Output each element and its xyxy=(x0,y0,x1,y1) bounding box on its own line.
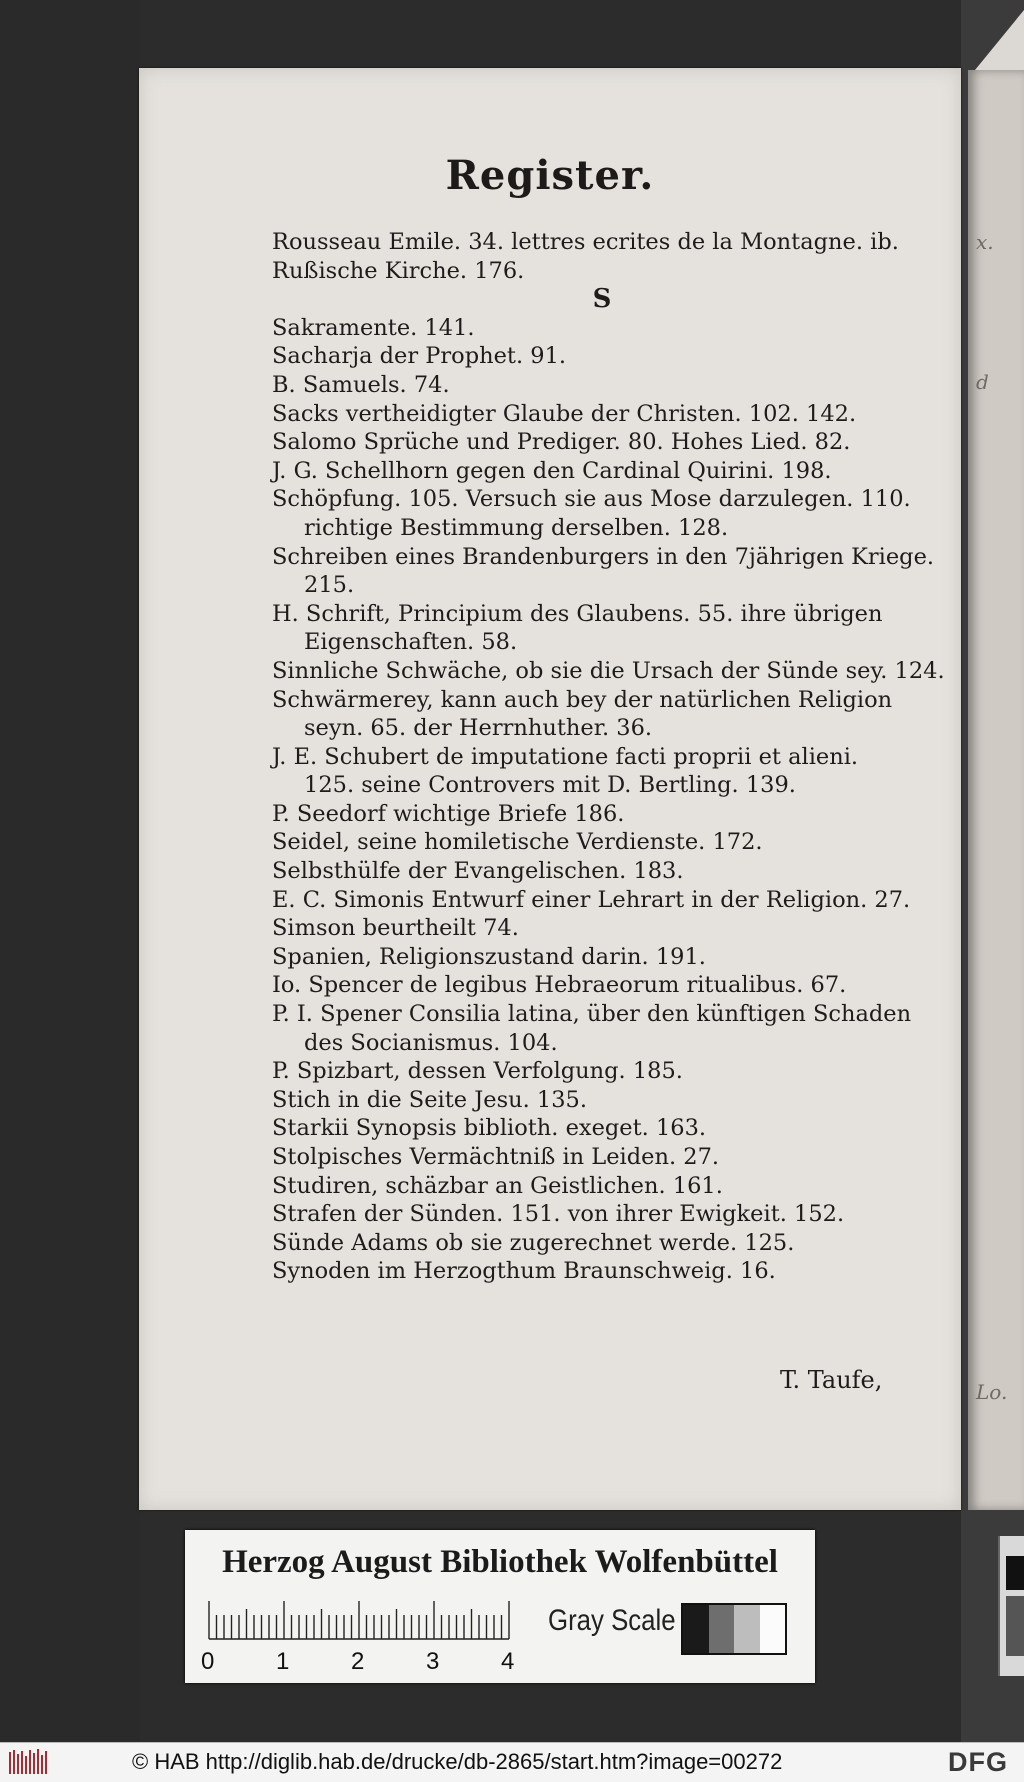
grayscale-swatches xyxy=(681,1603,787,1655)
catchword: T. Taufe, xyxy=(780,1366,883,1394)
register-line: Schreiben eines Brandenburgers in den 7jährigen Kriege. xyxy=(272,543,935,570)
register-line: P. Spizbart, dessen Verfolgung. 185. xyxy=(272,1058,683,1085)
scanner-frame-left xyxy=(0,0,140,1742)
register-line: J. G. Schellhorn gegen den Cardinal Quirini. 198. xyxy=(272,457,832,484)
register-line: Selbsthülfe der Evangelischen. 183. xyxy=(272,858,684,885)
library-name: Herzog August Bibliothek Wolfenbüttel xyxy=(222,1544,778,1580)
gray-swatch xyxy=(760,1605,786,1653)
register-line: Strafen der Sünden. 151. von ihrer Ewigkeit. 152. xyxy=(272,1201,845,1228)
viewer-footer xyxy=(0,1742,1024,1782)
register-line: H. Schrift, Principium des Glaubens. 55. ihre übrigen xyxy=(272,600,883,627)
register-line: Stolpisches Vermächtniß in Leiden. 27. xyxy=(272,1144,720,1170)
register-line: Synoden im Herzogthum Braunschweig. 16. xyxy=(272,1258,776,1285)
register-line: P. I. Spener Consilia latina, über den künftigen Schaden xyxy=(272,1001,912,1028)
ruler-numbers xyxy=(201,1648,521,1678)
page-heading: Register. xyxy=(445,152,655,199)
gray-swatch xyxy=(734,1605,760,1653)
register-line: Seidel, seine homiletische Verdienste. 172. xyxy=(272,829,763,856)
register-line: Rousseau Emile. 34. lettres ecrites de la Montagne. ib. xyxy=(272,229,899,255)
register-line: Schöpfung. 105. Versuch sie aus Mose darzulegen. 110. xyxy=(272,486,911,513)
copyright-link[interactable]: © HAB http://diglib.hab.de/drucke/db-2865/start.htm?image=00272 xyxy=(132,1749,783,1774)
register-line: Eigenschaften. 58. xyxy=(304,629,518,656)
register-line: des Socianismus. 104. xyxy=(304,1029,558,1056)
section-letter: S xyxy=(592,284,612,315)
register-line: Schwärmerey, kann auch bey der natürlichen Religion xyxy=(272,686,893,713)
ruler-number: 0 xyxy=(201,1648,215,1675)
register-line: Starkii Synopsis biblioth. exeget. 163. xyxy=(272,1115,707,1142)
register-line: Simson beurtheilt 74. xyxy=(272,915,519,942)
register-line: Sacharja der Prophet. 91. xyxy=(272,343,567,370)
hab-barcode-icon xyxy=(8,1748,48,1776)
ruler-number: 4 xyxy=(501,1648,515,1675)
gray-swatch xyxy=(709,1605,735,1653)
register-line: Salomo Sprüche und Prediger. 80. Hohes Lied. 82. xyxy=(272,429,851,456)
register-line: seyn. 65. der Herrnhuther. 36. xyxy=(304,715,653,742)
register-line: Rußische Kirche. 176. xyxy=(272,257,525,284)
register-line: B. Samuels. 74. xyxy=(272,371,450,398)
register-line: 125. seine Controvers mit D. Bertling. 139. xyxy=(304,772,796,799)
ruler-number: 1 xyxy=(276,1648,290,1675)
side-color-target xyxy=(998,1536,1024,1676)
dfg-logo: DFG xyxy=(948,1747,1008,1777)
gray-swatch xyxy=(683,1605,709,1653)
register-line: P. Seedorf wichtige Briefe 186. xyxy=(272,800,625,827)
register-line: Sünde Adams ob sie zugerechnet werde. 125. xyxy=(272,1229,795,1256)
register-line: richtige Bestimmung derselben. 128. xyxy=(304,514,729,541)
library-color-card xyxy=(185,1530,815,1683)
register-line: Sacks vertheidigter Glaube der Christen. 102. 142. xyxy=(272,400,857,427)
register-line: Io. Spencer de legibus Hebraeorum ritualibus. 67. xyxy=(272,972,847,999)
register-line: E. C. Simonis Entwurf einer Lehrart in der Religion. 27. xyxy=(272,886,911,913)
register-line: J. E. Schubert de imputatione facti proprii et alieni. xyxy=(272,743,859,770)
register-line: Spanien, Religionszustand darin. 191. xyxy=(272,943,706,970)
ruler-number: 3 xyxy=(426,1648,440,1675)
grayscale-label: Gray Scale xyxy=(548,1604,676,1637)
next-page-edge: x. d Lo. xyxy=(968,70,1024,1510)
register-line: Stich in die Seite Jesu. 135. xyxy=(272,1086,588,1113)
register-line: Sakramente. 141. xyxy=(272,314,475,341)
register-line: Sinnliche Schwäche, ob sie die Ursach der Sünde sey. 124. xyxy=(272,657,945,684)
register-entries xyxy=(272,228,945,1286)
register-line: Studiren, schäzbar an Geistlichen. 161. xyxy=(272,1172,723,1199)
scale-ruler xyxy=(207,1599,517,1641)
ruler-number: 2 xyxy=(351,1648,365,1675)
register-line: 215. xyxy=(304,572,355,599)
